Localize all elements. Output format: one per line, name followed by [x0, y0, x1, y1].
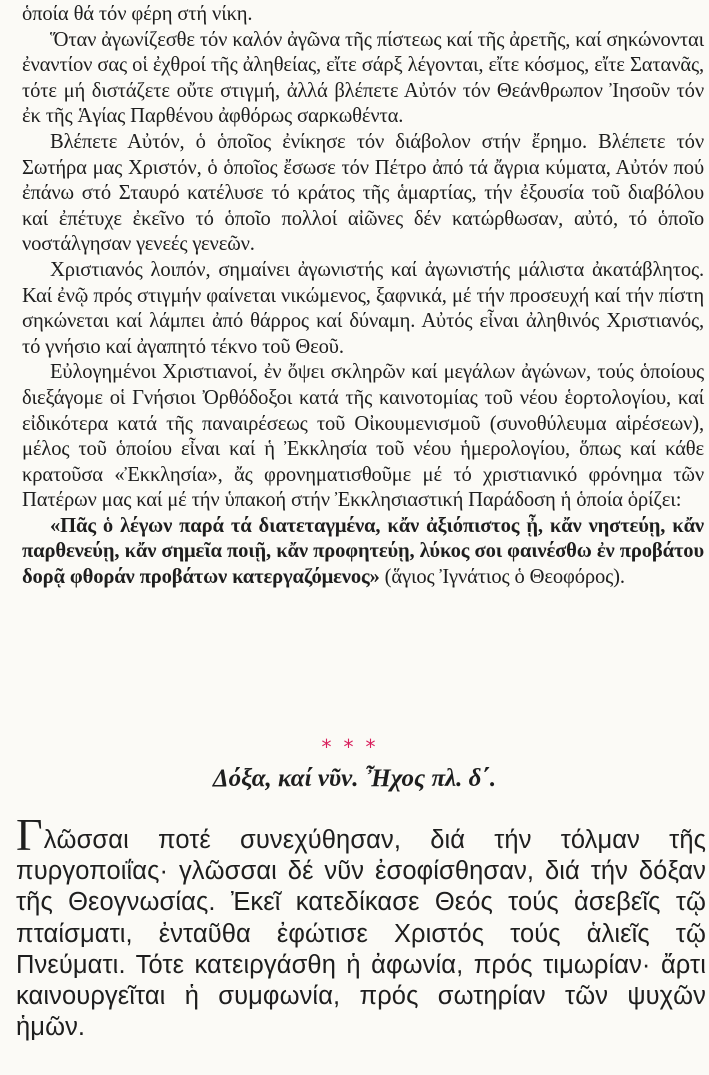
section-separator: *** — [321, 735, 388, 759]
paragraph-1: ὁποία θά τόν φέρη στή νίκη. — [22, 3, 253, 25]
hymn-body: λῶσσαι ποτέ συνεχύθησαν, διά τήν τόλμαν τῆς πυργοποιΐας· γλῶσσαι δέ νῦν ἐσοφίσθησαν, διά τήν δόξαν τῆς Θεογνωσίας. Ἐκεῖ κατεδίκασε Θεός τούς ἀσεβεῖς τῷ πταίσματι, ἐνταῦθα ἐφώτισε Χριστός τούς ἁλιεῖς τῷ Πνεύματι. Τότε κατειργάσθη ἡ ἀφωνία, πρός τιμωρίαν· ἄρτι καινουργεῖται ἡ συμφωνία, πρός σωτηρίαν τῶν ψυχῶν ἡμῶν. — [16, 826, 706, 1042]
quote-text: «Πᾶς ὁ λέγων παρά τά διατεταγμένα, κἄν ἀξιόπιστος ᾖ, κἄν νηστεύῃ, κἄν παρθενεύῃ, κἄν σημεῖα ποιῇ, κἄν προφητεύῃ, λύκος σοι φαινέσθω ἐν προβάτου δορᾷ φθοράν προβάτων κατεργαζόμενος» — [22, 514, 704, 589]
paragraph-5: Εὐλογημένοι Χριστιανοί, ἐν ὄψει σκληρῶν καί μεγάλων ἀγώνων, τούς ὁποίους διεξάγομε οἱ Γνήσιοι Ὀρθόδοξοι κατά τῆς καινοτομίας τοῦ νέου ἑορτολογίου, καί εἰδικότερα κατά τῆς παναιρέσεως τοῦ Οἰκουμενισμοῦ (συνοθύλευμα αἱρέσεων), μέλος τοῦ ὁποίου εἶναι καί ἡ Ἐκκλησία τοῦ νέου ἡμερολογίου, ὅπως καί κάθε κρατοῦσα «Ἐκκλησία», ἄς φρονηματισθοῦμε μέ τό χριστιανικό φρόνημα τῶν Πατέρων μας καί μέ τήν ὑπακοή στήν Ἐκκλησιαστική Παράδοση ἡ ὁποία ὁρίζει: — [22, 361, 704, 512]
quote-attribution: (ἅγιος Ἰγνάτιος ὁ Θεοφόρος). — [379, 566, 625, 589]
paragraph-3: Βλέπετε Αὐτόν, ὁ ὁποῖος ἐνίκησε τόν διάβολον στήν ἔρημο. Βλέπετε τόν Σωτήρα μας Χριστόν, ὁ ὁποῖος ἔσωσε τόν Πέτρο ἀπό τά ἄγρια κύματα, Αὐτόν πού ἐπάνω στό Σταυρό κατέλυσε τό κράτος τῆς ἁμαρτίας, τήν ἐξουσία τοῦ διαβόλου καί ἐπέτυχε ἐκεῖνο τό ὁποῖο πολλοί αἰῶνες δέν κατώρθωσαν, αὐτό, τό ὁποῖο νοστάλγησαν γενεές γενεῶν. — [22, 130, 704, 256]
body-text — [22, 2, 704, 591]
paragraph-4: Χριστιανός λοιπόν, σημαίνει ἀγωνιστής καί ἀγωνιστής μάλιστα ἀκατάβλητος. Καί ἐνῷ πρός στιγμήν φαίνεται νικώμενος, ξαφνικά, μέ τήν προσευχή καί τήν πίστη σηκώνεται καί λάμπει ἀπό θάρρος καί δύναμη. Αὐτός εἶναι ἀληθινός Χριστιανός, τό γνήσιο καί ἀγαπητό τέκνο τοῦ Θεοῦ. — [22, 258, 704, 358]
drop-cap: Γ — [16, 809, 43, 860]
hymn-text — [16, 809, 706, 1043]
quote-paragraph — [22, 514, 704, 591]
hymn-heading: Δόξα, καί νῦν. Ἦχος πλ. δ΄. — [212, 765, 497, 792]
paragraph-2: Ὅταν ἀγωνίζεσθε τόν καλόν ἀγῶνα τῆς πίστεως καί τῆς ἀρετῆς, καί σηκώνονται ἐναντίον σας οἱ ἐχθροί τῆς ἀληθείας, εἴτε σάρξ λέγονται, εἴτε κόσμος, εἴτε Σατανᾶς, τότε μή διστάζετε οὔτε στιγμή, ἀλλά βλέπετε Αὐτόν τόν Θεάνθρωπον Ἰησοῦν τόν ἐκ τῆς Ἁγίας Παρθένου ἀφθόρως σαρκωθέντα. — [22, 28, 704, 128]
